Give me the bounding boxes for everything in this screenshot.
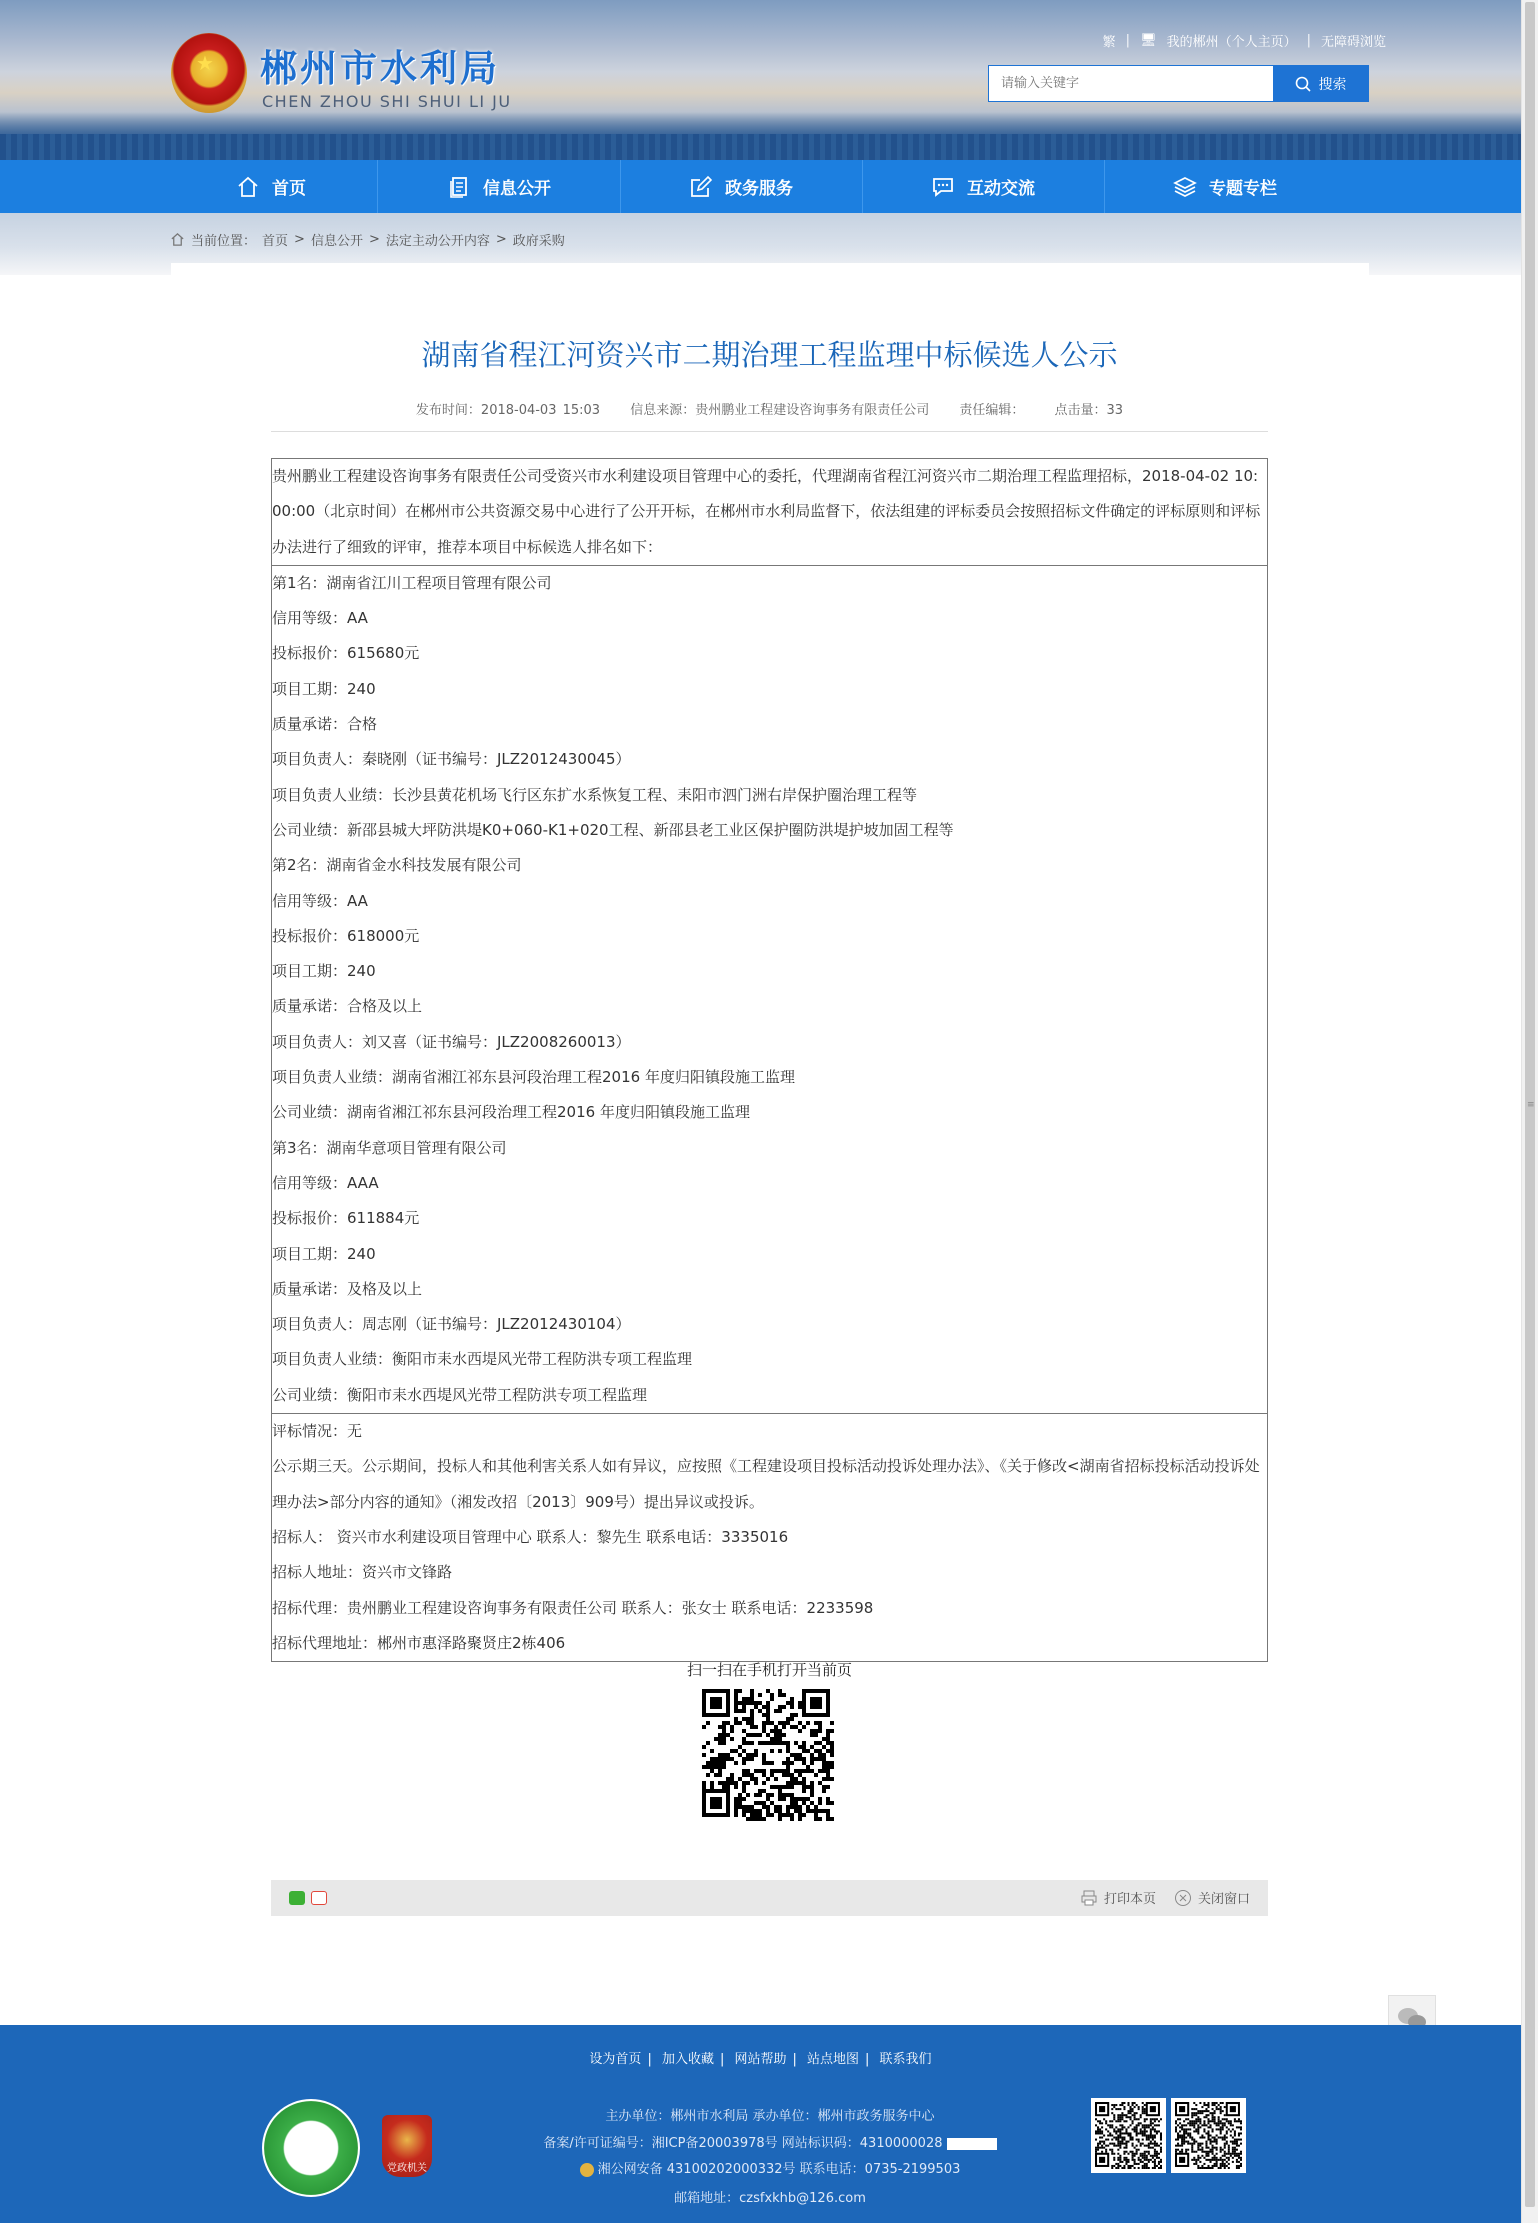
main-nav — [0, 160, 1521, 213]
publicity-period: 公示期三天。公示期间，投标人和其他利害关系人如有异议，应按照《工程建设项目投标活动投诉处理办法》、《关于修改<湖南省招标投标活动投诉处理办法>部分内容的通知》（湘发改招〔2013〕909号）提出异议或投诉。 — [272, 1457, 1260, 1511]
civilization-unit-badge-icon[interactable] — [262, 2099, 360, 2197]
publish-time: 发布时间：2018-04-03 15:03 — [415, 403, 601, 418]
tender-agent-address: 招标代理地址：郴州市惠泽路聚贤庄2栋406 — [272, 1633, 566, 1652]
footer-host-info: 主办单位：郴州市水利局 承办单位：郴州市政务服务中心 — [605, 2109, 935, 2124]
candidate-line: 项目负责人业绩：湖南省湘江祁东县河段治理工程2016 年度归阳镇段施工监理 — [272, 1068, 795, 1087]
document-icon — [447, 175, 471, 199]
tender-agent: 招标代理：贵州鹏业工程建设咨询事务有限责任公司 联系人：张女士 联系电话：2233598 — [272, 1598, 874, 1617]
table-row — [272, 459, 1268, 566]
candidate-line: 公司业绩：新邵县城大坪防洪堤K0+060-K1+020工程、新邵县老工业区保护圈防洪堤护坡加固工程等 — [272, 820, 954, 839]
candidate-line: 信用等级：AA — [272, 891, 368, 910]
breadcrumb-procurement[interactable]: 政府采购 — [512, 234, 565, 249]
candidate-line: 项目负责人业绩：衡阳市耒水西堤风光带工程防洪专项工程监理 — [272, 1350, 693, 1369]
candidate-line: 公司业绩：衡阳市耒水西堤风光带工程防洪专项工程监理 — [272, 1385, 648, 1404]
article-meta — [271, 399, 1268, 418]
nav-info-public-label: 信息公开 — [483, 179, 551, 199]
site-title[interactable]: 郴州市水利局 — [260, 46, 500, 90]
my-chenzhou-link[interactable]: 我的郴州（个人主页） — [1166, 35, 1297, 50]
traditional-chinese-link[interactable]: 繁 — [1102, 35, 1116, 50]
print-button[interactable] — [1080, 1888, 1156, 1907]
tenderer: 招标人： 资兴市水利建设项目管理中心 联系人：黎先生 联系电话：3335016 — [272, 1527, 789, 1546]
breadcrumb-statutory[interactable]: 法定主动公开内容 — [385, 234, 490, 249]
chat-icon — [931, 175, 955, 199]
share-toolbar — [271, 1880, 1268, 1916]
nav-interaction-label: 互动交流 — [967, 179, 1035, 199]
site-subtitle: CHEN ZHOU SHI SHUI LI JU — [262, 92, 512, 111]
close-window-button[interactable] — [1174, 1888, 1250, 1907]
info-source: 信息来源：贵州鹏业工程建设咨询事务有限责任公司 — [630, 403, 930, 418]
close-icon — [1174, 1889, 1192, 1907]
top-links — [1103, 31, 1386, 50]
nav-government-service-label: 政务服务 — [725, 179, 793, 199]
breadcrumb-separator: > — [294, 232, 305, 247]
evaluation-status: 评标情况：无 — [272, 1422, 363, 1441]
page-scrollbar[interactable] — [1521, 0, 1538, 2223]
candidates-list — [272, 566, 1267, 1413]
breadcrumb-info-public[interactable]: 信息公开 — [310, 234, 363, 249]
search-button-label: 搜索 — [1318, 76, 1347, 93]
editor: 责任编辑： — [959, 403, 1025, 418]
scrollbar-grip-icon: ≡ — [1527, 1100, 1535, 1110]
printer-icon — [1080, 1889, 1098, 1907]
nav-home[interactable] — [150, 160, 392, 213]
candidate-line: 投标报价：611884元 — [272, 1209, 420, 1228]
site-help-link[interactable]: 网站帮助 — [734, 2052, 787, 2067]
candidate-line: 项目工期：240 — [272, 962, 376, 981]
footer-links: 设为首页 | 加入收藏 | 网站帮助 | 站点地图 | 联系我们 — [589, 2052, 932, 2067]
candidate-line: 投标报价：615680元 — [272, 644, 420, 663]
wechat-icon[interactable] — [289, 1891, 305, 1905]
candidate-line: 第1名：湖南省江川工程项目管理有限公司 — [272, 573, 552, 592]
candidate-line: 项目工期：240 — [272, 679, 376, 698]
breadcrumb-prefix: 当前位置： — [191, 234, 257, 249]
table-row — [272, 565, 1268, 1413]
candidate-line: 项目工期：240 — [272, 1244, 376, 1263]
weibo-icon[interactable] — [311, 1891, 327, 1905]
title-divider — [271, 431, 1268, 432]
candidate-line: 公司业绩：湖南省湘江祁东县河段治理工程2016 年度归阳镇段施工监理 — [272, 1103, 750, 1122]
contact-us-link[interactable]: 联系我们 — [879, 2052, 932, 2067]
breadcrumb — [170, 230, 565, 249]
candidates-cell — [272, 565, 1268, 1413]
separator: | — [1125, 33, 1131, 48]
footer-qr-code-icon — [1171, 2098, 1246, 2173]
qr-label: 扫一扫在手机打开当前页 — [686, 1661, 852, 1679]
intro-text: 贵州鹏业工程建设咨询事务有限责任公司受资兴市水利建设项目管理中心的委托，代理湖南省程江河资兴市二期治理工程监理招标，2018-04-02 10:00:00（北京时间）在郴州市公共资源交易中心进行了公开开标，在郴州市水利局监督下，依法组建的评标委员会按照招标文件确定的评标原则和评标办法进行了细致的评审，推荐本项目中标候选人排名如下： — [272, 467, 1261, 556]
candidate-line: 项目负责人：秦晓刚（证书编号：JLZ2012430045） — [272, 750, 631, 769]
announcement-table — [271, 458, 1268, 1662]
national-emblem-icon: ★ — [171, 33, 247, 113]
footer-icp-info — [470, 2132, 1070, 2151]
nav-info-public[interactable] — [378, 160, 620, 213]
party-government-badge[interactable]: 党政机关 — [382, 2115, 432, 2177]
footer-icp-text: 备案/许可证编号：湘ICP备20003978号 网站标识码：4310000028 — [543, 2136, 943, 2151]
intro-cell — [272, 459, 1268, 566]
candidate-line: 项目负责人业绩：长沙县黄花机场飞行区东扩水系恢复工程、耒阳市泗门洲右岸保护圈治理工程等 — [272, 785, 918, 804]
breadcrumb-home[interactable]: 首页 — [262, 234, 289, 249]
click-count: 点击量：33 — [1054, 403, 1124, 418]
edit-icon — [689, 175, 713, 199]
search-button[interactable] — [1273, 66, 1368, 101]
home-icon — [236, 175, 260, 199]
candidate-line: 项目负责人：刘又喜（证书编号：JLZ2008260013） — [272, 1032, 631, 1051]
sitemap-link[interactable]: 站点地图 — [807, 2052, 860, 2067]
header-water — [0, 134, 1521, 160]
candidate-line: 第2名：湖南省金水科技发展有限公司 — [272, 856, 522, 875]
candidate-line: 信用等级：AAA — [272, 1173, 379, 1192]
cnzz-badge-icon[interactable] — [947, 2138, 997, 2150]
qr-code-icon — [702, 1688, 834, 1822]
candidate-line: 信用等级：AA — [272, 609, 368, 628]
add-favorite-link[interactable]: 加入收藏 — [661, 2052, 714, 2067]
breadcrumb-separator: > — [495, 232, 507, 247]
table-row — [272, 1414, 1268, 1662]
search-input[interactable] — [989, 66, 1273, 101]
site-footer — [0, 2025, 1521, 2223]
candidate-line: 项目负责人：周志刚（证书编号：JLZ2012430104） — [272, 1315, 631, 1334]
footer-email: 邮箱地址：czsfxkhb@126.com — [674, 2191, 866, 2206]
candidate-line: 投标报价：618000元 — [272, 926, 420, 945]
monitor-icon: 🖥 — [1140, 33, 1157, 48]
candidate-line: 质量承诺：合格及以上 — [272, 997, 423, 1016]
breadcrumb-separator: > — [368, 232, 380, 247]
home-icon — [170, 232, 185, 247]
set-homepage-link[interactable]: 设为首页 — [589, 2052, 642, 2067]
police-badge-icon — [580, 2163, 594, 2177]
layers-icon — [1173, 175, 1197, 199]
close-label: 关闭窗口 — [1197, 1892, 1250, 1907]
candidate-line: 质量承诺：合格 — [272, 715, 378, 734]
candidate-line: 质量承诺：及格及以上 — [272, 1279, 423, 1298]
closing-cell — [272, 1414, 1268, 1662]
search-icon — [1295, 76, 1311, 92]
footer-police-text: 湘公网安备 43100202000332号 联系电话：0735-2199503 — [597, 2162, 961, 2177]
nav-home-label: 首页 — [272, 179, 306, 199]
footer-qr-code-icon — [1091, 2098, 1166, 2173]
article-title: 湖南省程江河资兴市二期治理工程监理中标候选人公示 — [421, 338, 1118, 372]
search-box — [988, 65, 1369, 102]
candidate-line: 第3名：湖南华意项目管理有限公司 — [272, 1138, 507, 1157]
separator: | — [1306, 33, 1311, 48]
accessibility-link[interactable]: 无障碍浏览 — [1320, 35, 1386, 50]
nav-government-service[interactable] — [620, 160, 862, 213]
nav-special-topics[interactable] — [1104, 160, 1346, 213]
nav-interaction[interactable] — [862, 160, 1104, 213]
print-label: 打印本页 — [1103, 1892, 1156, 1907]
tenderer-address: 招标人地址：资兴市文锋路 — [272, 1563, 453, 1582]
footer-police-info — [470, 2158, 1070, 2177]
nav-special-topics-label: 专题专栏 — [1209, 179, 1277, 199]
